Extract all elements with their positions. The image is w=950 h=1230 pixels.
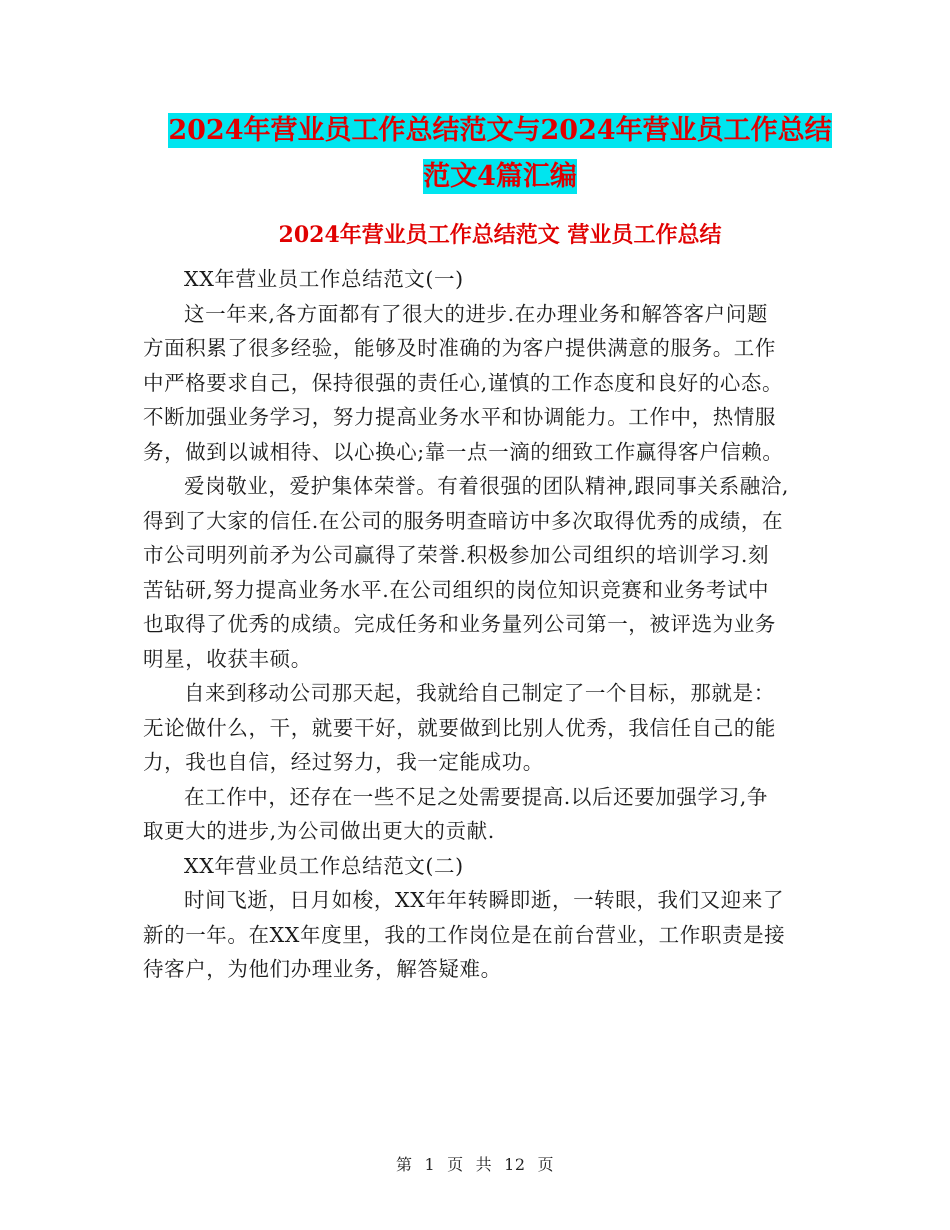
paragraph-line: 也取得了优秀的成绩。完成任务和业务量列公司第一，被评选为业务 bbox=[143, 612, 776, 636]
paragraph-line: 爱岗敬业，爱护集体荣誉。有着很强的团队精神,跟同事关系融洽, bbox=[184, 474, 790, 498]
paragraph-line: 不断加强业务学习，努力提高业务水平和协调能力。工作中，热情服 bbox=[143, 405, 776, 429]
paragraph-line: 时间飞逝，日月如梭，XX年年转瞬即逝，一转眼，我们又迎来了 bbox=[184, 888, 785, 912]
paragraph-line: XX年营业员工作总结范文(二) bbox=[184, 853, 464, 878]
page-footer bbox=[0, 1152, 950, 1175]
page-unit: 页 bbox=[447, 1155, 464, 1174]
document-title-line-1: 2024年营业员工作总结范文与2024年营业员工作总结 bbox=[168, 115, 832, 146]
total-unit: 页 bbox=[537, 1155, 555, 1174]
paragraph-line: 得到了大家的信任.在公司的服务明查暗访中多次取得优秀的成绩，在 bbox=[143, 508, 784, 533]
paragraph-line: 苦钻研,努力提高业务水平.在公司组织的岗位知识竞赛和业务考试中 bbox=[143, 577, 770, 602]
paragraph bbox=[143, 676, 808, 780]
paragraph bbox=[143, 883, 808, 987]
paragraph-line: 力，我也自信，经过努力，我一定能成功。 bbox=[143, 750, 544, 774]
document-title bbox=[140, 108, 860, 200]
total-pages: 12 bbox=[504, 1155, 526, 1174]
paragraph-line: 中严格要求自己，保持很强的责任心,谨慎的工作态度和良好的心态。 bbox=[143, 370, 784, 395]
paragraph bbox=[143, 297, 808, 470]
document-title-line-2: 范文4篇汇编 bbox=[423, 161, 577, 192]
total-label: 共 bbox=[475, 1155, 493, 1174]
paragraph-line: 待客户，为他们办理业务，解答疑难。 bbox=[143, 957, 502, 981]
paragraph-line: 市公司明列前矛为公司赢得了荣誉.积极参加公司组织的培训学习.刻 bbox=[143, 543, 770, 567]
paragraph-line: 自来到移动公司那天起，我就给自己制定了一个目标，那就是： bbox=[184, 681, 775, 705]
paragraph bbox=[143, 849, 808, 884]
paragraph bbox=[143, 262, 808, 297]
document-body bbox=[143, 262, 808, 987]
paragraph-line: XX年营业员工作总结范文(一) bbox=[184, 267, 464, 291]
paragraph-line: 方面积累了很多经验，能够及时准确的为客户提供满意的服务。工作 bbox=[143, 336, 776, 360]
paragraph-line: 务，做到以诚相待、以心换心;靠一点一滴的细致工作赢得客户信赖。 bbox=[143, 439, 784, 464]
paragraph bbox=[143, 469, 808, 676]
paragraph-line: 明星，收获丰硕。 bbox=[143, 646, 312, 671]
page-number: 1 bbox=[424, 1155, 436, 1174]
section-title: 2024年营业员工作总结范文 营业员工作总结 bbox=[278, 222, 722, 248]
paragraph-line: 无论做什么，干，就要干好，就要做到比别人优秀，我信任自己的能 bbox=[143, 715, 776, 740]
paragraph bbox=[143, 780, 808, 849]
paragraph-line: 在工作中，还存在一些不足之处需要提高.以后还要加强学习,争 bbox=[184, 784, 768, 809]
paragraph-line: 新的一年。在XX年度里，我的工作岗位是在前台营业，工作职责是接 bbox=[143, 922, 786, 947]
paragraph-line: 这一年来,各方面都有了很大的进步.在办理业务和解答客户问题 bbox=[184, 301, 768, 326]
page-label: 第 bbox=[395, 1155, 413, 1174]
paragraph-line: 取更大的进步,为公司做出更大的贡献. bbox=[143, 819, 495, 843]
